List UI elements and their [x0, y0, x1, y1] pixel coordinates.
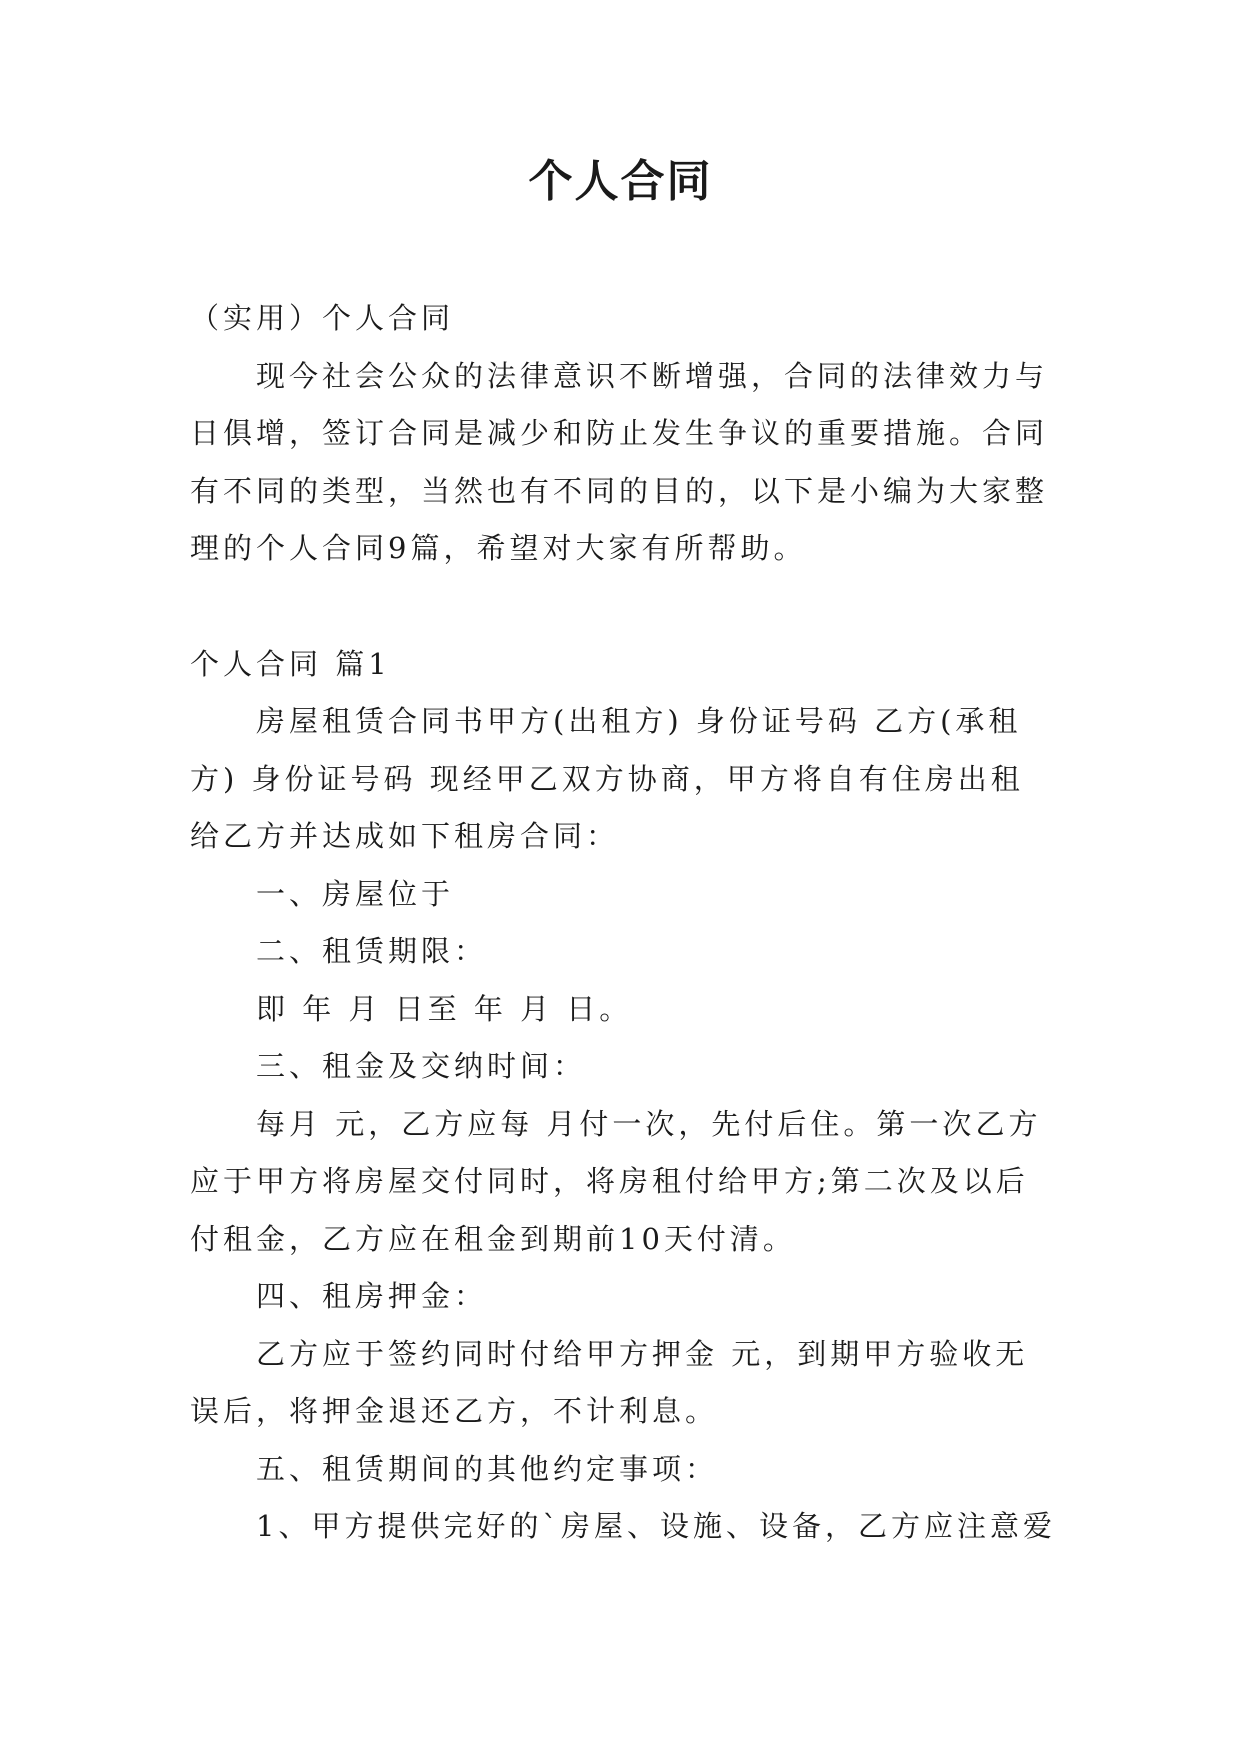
clause-line: 误后，将押金退还乙方，不计利息。	[190, 1394, 719, 1428]
document-body	[190, 290, 1060, 1556]
clause-line: 即 年 月 日至 年 月 日。	[256, 991, 633, 1026]
clause-line: 给乙方并达成如下租房合同：	[190, 819, 620, 853]
clause-line: 方) 身份证号码 现经甲乙双方协商，甲方将自有住房出租	[190, 761, 1024, 796]
intro-line: 理的个人合同9篇，希望对大家有所帮助。	[190, 531, 807, 565]
clause-line: 房屋租赁合同书甲方(出租方) 身份证号码 乙方(承租	[256, 704, 1022, 738]
section-heading: 个人合同 篇1	[190, 646, 391, 681]
clause-line: 每月 元，乙方应每 月付一次，先付后住。第一次乙方	[256, 1106, 1042, 1141]
clause-line: 二、租赁期限：	[256, 934, 488, 968]
intro-line: 有不同的类型，当然也有不同的目的，以下是小编为大家整	[190, 473, 1049, 508]
clause-line: 1、甲方提供完好的`房屋、设施、设备，乙方应注意爱	[256, 1509, 1056, 1543]
clause-line: 付租金，乙方应在租金到期前10天付清。	[190, 1221, 796, 1256]
clause-line: 四、租房押金：	[256, 1279, 488, 1313]
clause-line: 应于甲方将房屋交付同时，将房租付给甲方;第二次及以后	[190, 1164, 1029, 1198]
clause-line: 三、租金及交纳时间：	[256, 1049, 587, 1083]
intro-line: 日俱增，签订合同是减少和防止发生争议的重要措施。合同	[190, 416, 1049, 450]
clause-line: 乙方应于签约同时付给甲方押金 元，到期甲方验收无	[256, 1336, 1029, 1371]
document-subtitle: （实用）个人合同	[190, 301, 455, 335]
clause-line: 五、租赁期间的其他约定事项：	[256, 1451, 719, 1486]
intro-line: 现今社会公众的法律意识不断增强，合同的法律效力与	[256, 358, 1049, 393]
clause-line: 一、房屋位于	[256, 876, 455, 911]
paragraph-spacer	[190, 578, 1060, 636]
document-title: 个人合同	[528, 156, 713, 207]
contract-clauses	[190, 693, 1060, 1556]
